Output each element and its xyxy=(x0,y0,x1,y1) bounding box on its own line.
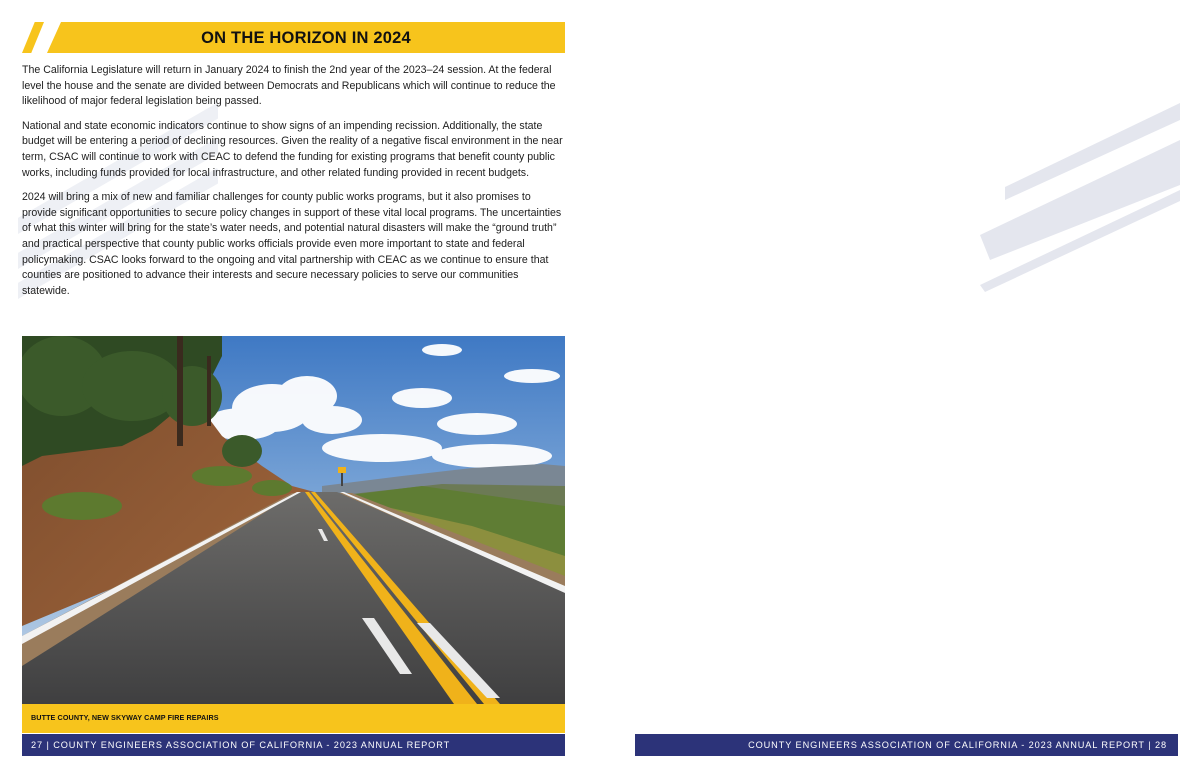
paragraph: 2024 will bring a mix of new and familiar challenges for county public works programs, but it also promises to provide significant opportunities to secure policy changes in support of these vital local programs. The uncertainties of what this winter will bring for the state’s water needs, and potential natural disasters will make the “ground truth” and practical perspective that county public works officials provide even more important to state and federal policymaking. CSAC looks forward to the ongoing and vital partnership with CEAC as we continue to ensure that counties are positioned to advance their interests and secure necessary policies to serve our communities statewide. xyxy=(22,191,562,297)
banner-title: ON THE HORIZON IN 2024 xyxy=(201,29,411,47)
photo-caption-bar xyxy=(22,704,565,733)
paragraph: The California Legislature will return in January 2024 to finish the 2nd year of the 2023–24 session. At the federal level the house and the senate are divided between Democrats and Republicans which will continue to reduce the likelihood of major federal legislation being passed. xyxy=(22,64,556,108)
banner-slash xyxy=(22,22,44,53)
footer-right-text: COUNTY ENGINEERS ASSOCIATION OF CALIFORNIA - 2023 ANNUAL REPORT | 28 xyxy=(748,740,1167,750)
footer-right xyxy=(635,734,1178,756)
footer-left xyxy=(22,734,565,756)
footer-left-text: 27 | COUNTY ENGINEERS ASSOCIATION OF CALIFORNIA - 2023 ANNUAL REPORT xyxy=(31,740,451,750)
body-text xyxy=(22,63,565,308)
section-banner xyxy=(22,22,565,53)
paragraph: National and state economic indicators continue to show signs of an impending recission. Additionally, the state budget will be entering a period of declining resources. Given the reality of a negative fiscal environment in the near term, CSAC will continue to work with CEAC to defend the funding for existing programs that benefit county public works, including funds provided for local infrastructure, and other related funding provided in recent budgets. xyxy=(22,119,563,179)
photo-caption: BUTTE COUNTY, NEW SKYWAY CAMP FIRE REPAIRS xyxy=(31,713,219,722)
road-photo xyxy=(22,336,565,704)
decorative-stripes xyxy=(975,95,1185,300)
